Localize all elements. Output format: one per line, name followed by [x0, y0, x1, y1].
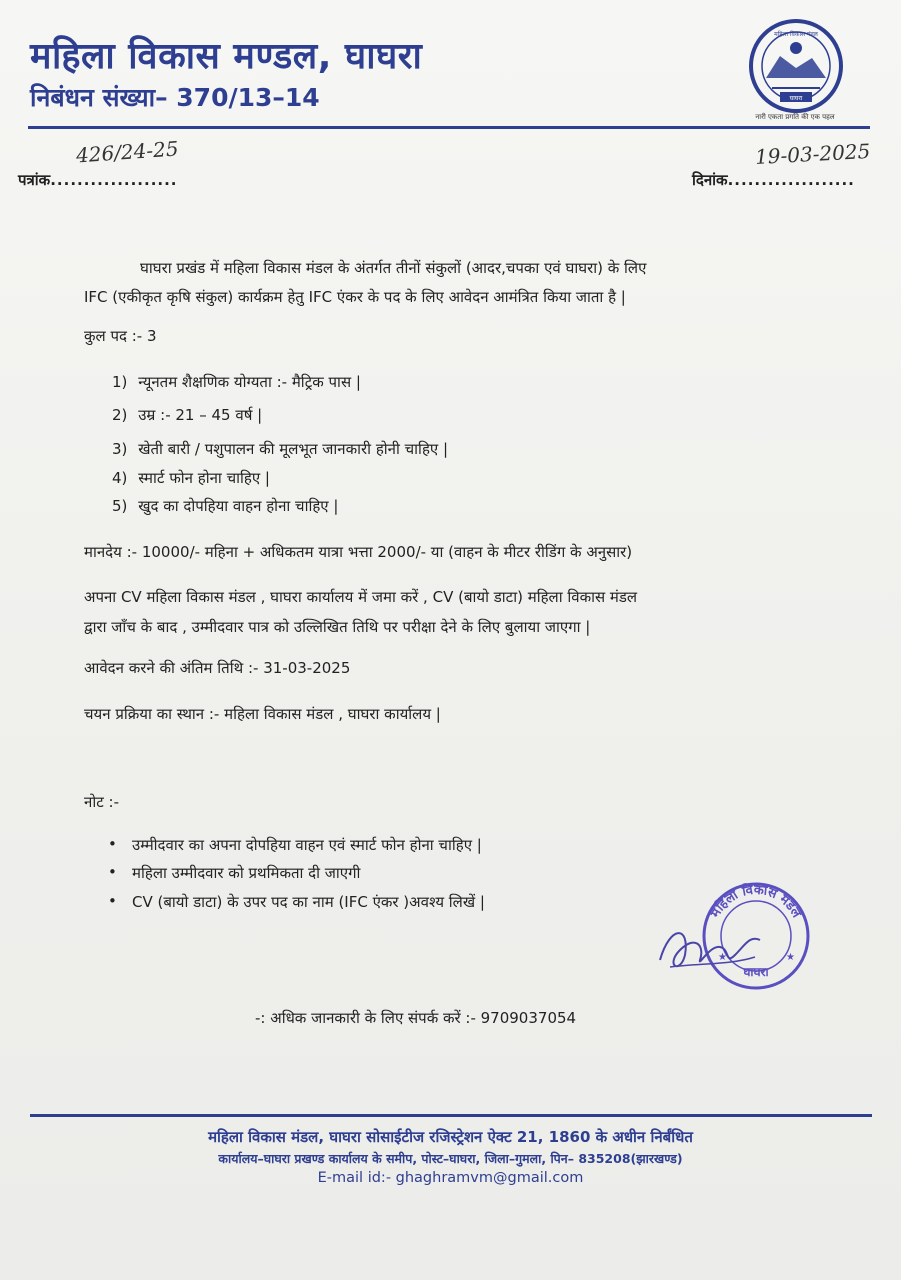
logo-bottom-text: घाघरा [789, 95, 803, 102]
note-item: उम्मीदवार का अपना दोपहिया वाहन एवं स्मार्ट फोन होना चाहिए | [132, 836, 482, 854]
honorarium: मानदेय :- 10000/- महिना + अधिकतम यात्रा भत्ता 2000/- या (वाहन के मीटर रीडिंग के अनुसार) [84, 543, 633, 561]
star-icon: ★ [786, 952, 795, 963]
requirement-item [112, 405, 262, 425]
requirement-number: 1) [112, 373, 128, 391]
letter-number-handwritten: 426/24-25 [75, 136, 180, 168]
organization-logo [748, 18, 844, 114]
bullet-icon: • [108, 892, 117, 910]
selection-venue: चयन प्रक्रिया का स्थान :- महिला विकास मंडल , घाघरा कार्यालय | [84, 705, 441, 723]
stamp-top-text: महिला विकास मंडल [708, 882, 804, 921]
note-item: CV (बायो डाटा) के उपर पद का नाम (IFC एंकर )अवश्य लिखें | [132, 893, 485, 911]
requirement-item [112, 439, 448, 459]
requirement-text: न्यूनतम शैक्षणिक योग्यता :- मैट्रिक पास | [138, 373, 361, 391]
bullet-icon: • [108, 835, 117, 853]
requirement-number: 2) [112, 406, 128, 424]
footer-address: कार्यालय–घाघरा प्रखण्ड कार्यालय के समीप, पोस्ट–घाघरा, जिला–गुमला, पिन– 835208(झारखण्ड) [218, 1151, 683, 1166]
logo-top-text: महिला विकास मंडल [774, 31, 818, 38]
letter-number-field [18, 170, 178, 190]
requirement-item [112, 468, 270, 488]
registration-number: निबंधन संख्या– 370/13–14 [30, 83, 320, 112]
requirement-number: 3) [112, 440, 128, 458]
star-icon: ★ [718, 952, 727, 963]
stamp-bottom-text: घाघरा [743, 965, 769, 979]
letter-number-label: पत्रांक [18, 171, 51, 189]
date-handwritten: 19-03-2025 [754, 138, 871, 170]
requirement-item [112, 372, 361, 392]
signature [650, 905, 770, 985]
note-label: नोट :- [84, 793, 120, 811]
bullet-icon: • [108, 863, 117, 881]
date-field [692, 170, 855, 190]
note-item: महिला उम्मीदवार को प्रथमिकता दी जाएगी [132, 864, 361, 882]
footer-email: E-mail id:- ghaghramvm@gmail.com [317, 1170, 584, 1186]
footer-divider [30, 1114, 872, 1117]
requirement-text: खुद का दोपहिया वाहन होना चाहिए | [138, 497, 339, 515]
logo-tagline: नारी एकता प्रगति की एक पहल [755, 113, 835, 121]
date-dots: ................... [727, 171, 855, 189]
last-date: आवेदन करने की अंतिम तिथि :- 31-03-2025 [84, 659, 351, 677]
date-label: दिनांक [692, 171, 728, 189]
requirement-text: उम्र :- 21 – 45 वर्ष | [138, 406, 263, 424]
requirement-item [112, 496, 338, 516]
cv-instruction-line-2: द्वारा जाँच के बाद , उम्मीदवार पात्र को उल्लिखित तिथि पर परीक्षा देने के लिए बुलाया जाएगा | [84, 618, 591, 636]
header-divider [28, 126, 870, 129]
intro-line-2: IFC (एकीकृत कृषि संकुल) कार्यक्रम हेतु IFC एंकर के पद के लिए आवेदन आमंत्रित किया जाता है | [84, 288, 626, 306]
requirement-text: खेती बारी / पशुपालन की मूलभूत जानकारी होनी चाहिए | [138, 440, 449, 458]
intro-line-1: घाघरा प्रखंड में महिला विकास मंडल के अंतर्गत तीनों संकुलों (आदर,चपका एवं घाघरा) के लिए [140, 259, 647, 277]
letter-number-dots: ................... [50, 171, 178, 189]
total-posts: कुल पद :- 3 [84, 327, 157, 345]
requirement-text: स्मार्ट फोन होना चाहिए | [138, 469, 270, 487]
requirement-number: 4) [112, 469, 128, 487]
cv-instruction-line-1: अपना CV महिला विकास मंडल , घाघरा कार्यालय में जमा करें , CV (बायो डाटा) महिला विकास मंडल [84, 588, 638, 606]
contact-info: -: अधिक जानकारी के लिए संपर्क करें :- 9709037054 [255, 1009, 577, 1027]
organization-name: महिला विकास मण्डल, घाघरा [30, 36, 423, 77]
requirement-number: 5) [112, 497, 128, 515]
footer-registration: महिला विकास मंडल, घाघरा सोसाईटीज रजिस्ट्रेशन ऐक्ट 21, 1860 के अधीन निर्बंधित [208, 1128, 693, 1146]
